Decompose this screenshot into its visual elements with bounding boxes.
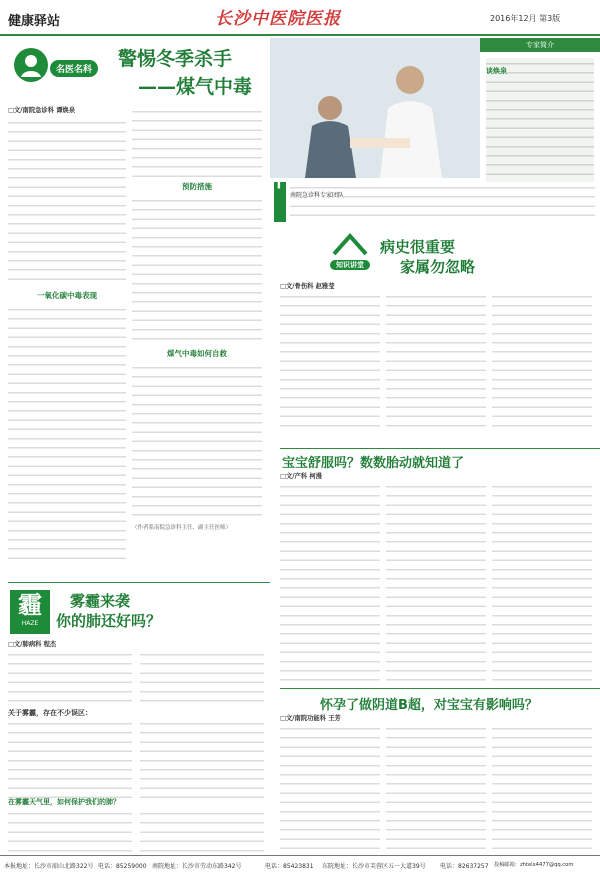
article2-title1: 病史很重要 (380, 238, 456, 256)
footer-address: 本报地址：长沙市韶山北路322号 (4, 863, 94, 870)
expert-bar: 专家简介 (480, 38, 600, 52)
text-block (280, 723, 595, 851)
section-badge: 名医名科 (50, 60, 98, 77)
page-header (0, 0, 600, 36)
article1-header (8, 38, 270, 110)
page-footer (0, 855, 600, 876)
haze-label: HAZE (21, 620, 39, 627)
haze-glyph: 霾 (18, 591, 42, 619)
text-block (132, 195, 262, 345)
footer-email: 投稿邮箱：zhtelx4477@qq.com (494, 862, 574, 868)
caption-text: 南院急诊科专家团队 (290, 192, 345, 199)
subhead: 预防措施 (182, 182, 212, 191)
article5-title: 怀孕了做阴道B超，对宝宝有影响吗？ (320, 698, 538, 713)
caption-tag: ▌ (274, 182, 286, 222)
text-block (8, 117, 126, 287)
text-block (8, 304, 126, 564)
footer-phone: 电话：85423831 (265, 863, 314, 870)
article3-body (8, 640, 270, 850)
article3-title2: 你的肺还好吗？ (56, 612, 162, 630)
text-block (8, 649, 270, 709)
subhead: 煤气中毒如何自救 (167, 349, 227, 359)
footer-phone: 电话：85259000 (98, 863, 147, 870)
byline: □文/南院功能科 王芳 (280, 715, 341, 722)
article5-body (280, 714, 595, 852)
byline: □文/南院急诊科 谭焕泉 (8, 107, 76, 114)
text-block (8, 808, 270, 853)
divider (280, 688, 600, 689)
doctor-photo (270, 38, 480, 178)
masthead: 长沙中医院医报 (215, 9, 341, 29)
footer-phone: 电话：82637257 (440, 863, 489, 870)
subhead: 在雾霾天气里，如何保护我们的肺？ (8, 798, 120, 807)
photo-caption (290, 182, 595, 222)
article4-title: 宝宝舒服吗？数数胎动就知道了 (282, 456, 465, 471)
text-block (132, 362, 262, 522)
knowledge-logo (330, 232, 370, 268)
article1-col2 (132, 106, 262, 576)
section-title: 健康驿站 (8, 14, 61, 29)
divider (280, 448, 600, 449)
article1-title-line2: ——煤气中毒 (138, 76, 253, 98)
footer-address: 东院地址：长沙市芙蓉区五一大道39号 (322, 863, 426, 870)
article2-title2: 家属勿忽略 (400, 258, 476, 276)
text-block (280, 291, 595, 431)
divider (8, 582, 270, 583)
subhead: 关于雾霾，存在不少误区： (8, 709, 92, 718)
article2-body (280, 282, 595, 432)
article1-title-line1: 警惕冬季杀手 (118, 48, 233, 70)
article1-col1 (8, 106, 126, 576)
subhead: 一氧化碳中毒表现 (37, 291, 97, 301)
byline: □文/产科 柯漫 (280, 473, 322, 480)
byline: □文/肺病科 程杰 (8, 641, 57, 648)
article4-body (280, 472, 595, 682)
logo-text: 知识讲堂 (330, 260, 370, 270)
source-note: （作者系南院急诊科主任、副主任医师） (132, 525, 232, 532)
doctor-icon (14, 48, 48, 82)
text-block (280, 481, 595, 681)
text-block (132, 106, 262, 178)
issue-date: 2016年12月 第3版 (490, 14, 561, 23)
haze-logo (10, 590, 50, 634)
text-block (8, 718, 270, 798)
footer-address: 南院地址：长沙市劳动东路342号 (152, 863, 242, 870)
article3-title1: 雾霾来袭 (70, 592, 131, 610)
expert-name: 谈焕泉 (486, 67, 507, 75)
byline: □文/骨伤科 赵雅莹 (280, 283, 335, 290)
